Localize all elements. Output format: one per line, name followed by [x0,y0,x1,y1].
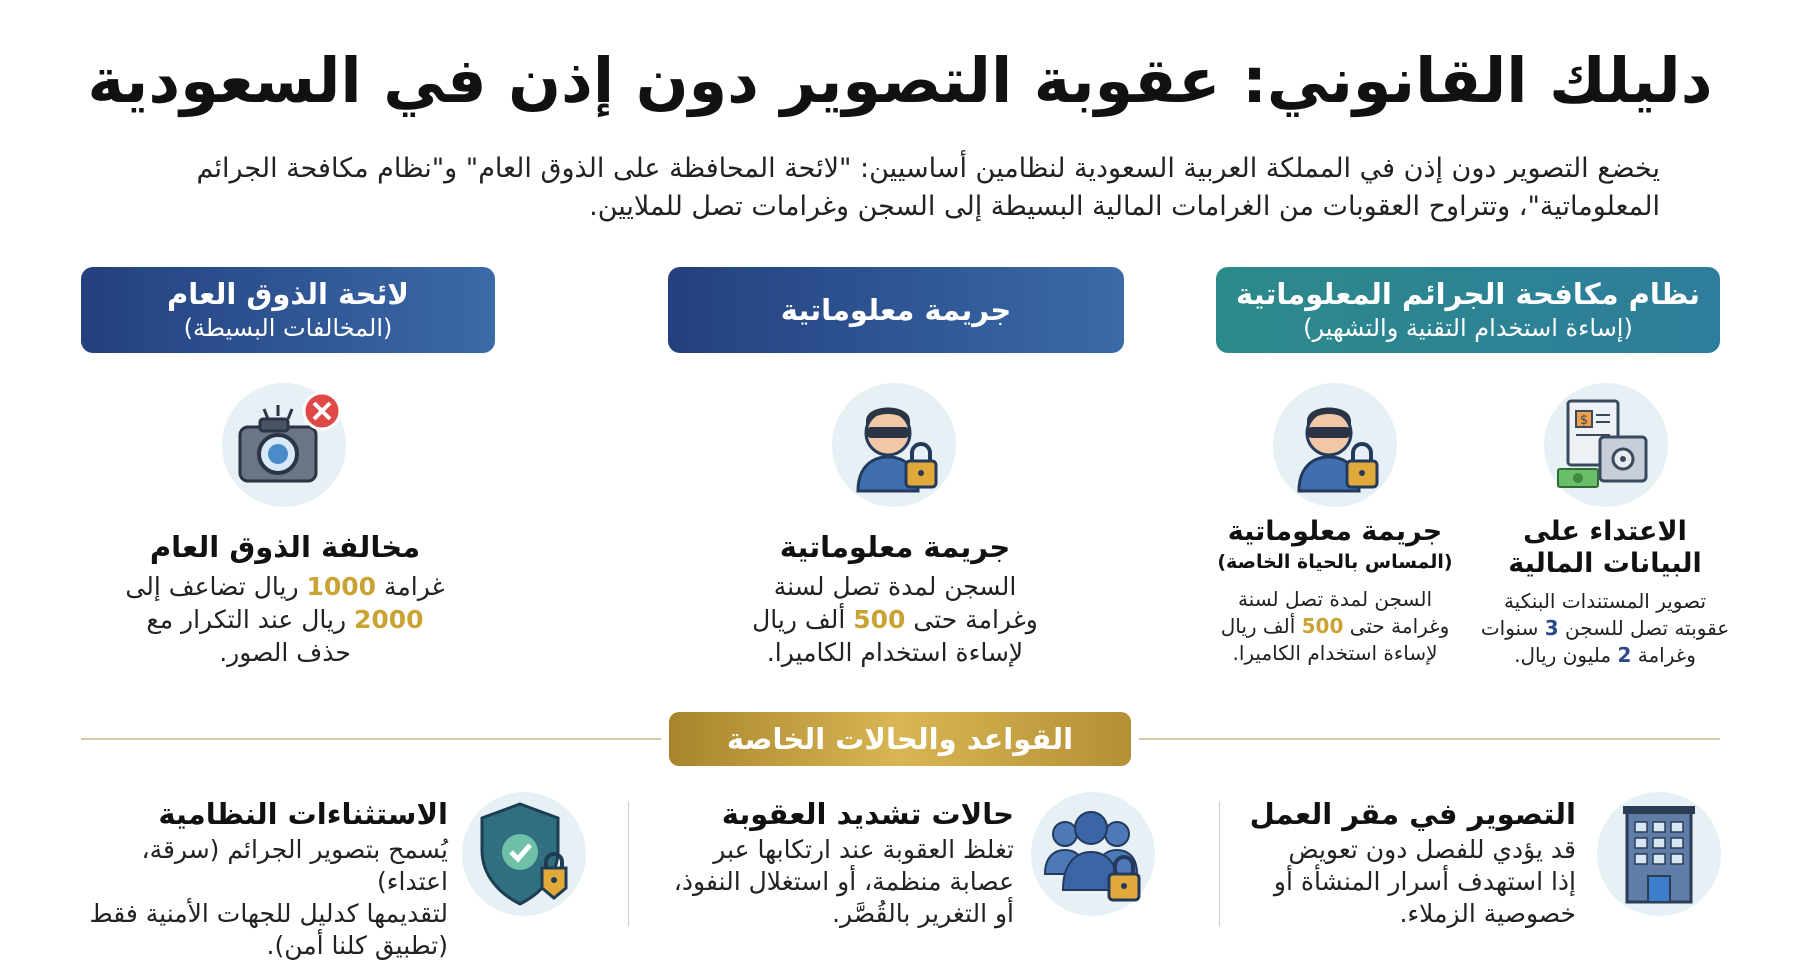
rule-exceptions-line: يُسمح بتصوير الجرائم (سرقة، اعتداء) [141,835,448,896]
rule-aggravation [644,794,1014,930]
item-privacy-line-3: لإساءة استخدام الكاميرا. [1232,641,1438,665]
category-cyber-title: نظام مكافحة الجرائم المعلوماتية [1236,277,1700,311]
intro-paragraph: يخضع التصوير دون إذن في المملكة العربية السعودية لنظامين أساسيين: "لائحة المحافظة على الذوق العام" و"نظام مكافحة الجرائم المعلوماتية"، وتتراوح العقوبات من الغرامات المالية البسيطة إلى السجن وغرامات تصل للملايين. [196,153,1660,222]
item-privacy-crime [1208,516,1462,667]
office-building-icon [1597,792,1721,916]
group-lock-icon [1031,792,1155,916]
item-financial-line-2: عقوبته تصل للسجن 3 سنوات [1480,616,1730,640]
rule-workplace [1230,794,1576,930]
item-taste-line-3: حذف الصور. [219,638,351,667]
item-taste-line-2: 2000 ريال عند التكرار مع [146,605,424,634]
item-financial-data [1475,516,1735,669]
category-info-crime [668,267,1124,353]
rule-workplace-title: التصوير في مقر العمل [1249,797,1576,831]
rule-aggravation-line: أو التغرير بالقُصَّر. [832,899,1014,928]
item-info-line-3: لإساءة استخدام الكاميرا. [766,638,1024,667]
item-privacy-subtitle: (المساس بالحياة الخاصة) [1217,551,1453,573]
category-public-taste [81,267,495,353]
masked-person-lock-icon [832,383,956,507]
rule-aggravation-title: حالات تشديد العقوبة [721,797,1014,831]
rule-workplace-line: إذا استهدف أسرار المنشأة أو [1273,867,1576,896]
rule-aggravation-line: عصابة منظمة، أو استغلال النفوذ، [673,867,1014,896]
item-taste-title: مخالفة الذوق العام [149,530,421,564]
rule-exceptions-title: الاستثناءات النظامية [158,797,448,831]
shield-check-lock-icon [462,792,586,916]
section-divider-left [81,738,661,740]
rule-exceptions-line: لتقديمها كدليل للجهات الأمنية فقط [89,899,448,928]
camera-forbidden-icon [222,383,346,507]
item-privacy-line-1: السجن لمدة تصل لسنة [1237,587,1433,611]
masked-person-lock-icon [1273,383,1397,507]
rule-workplace-line: خصوصية الزملاء. [1399,899,1576,928]
item-info-line-1: السجن لمدة تصل لسنة [773,572,1017,601]
item-info-line-2: وغرامة حتى 500 ألف ريال [752,605,1038,634]
item-info-crime [720,528,1070,669]
category-cyber-crimes [1216,267,1720,353]
rules-banner: القواعد والحالات الخاصة [669,712,1131,766]
item-financial-title-2: البيانات المالية [1508,548,1702,579]
category-cyber-subtitle: (إساءة استخدام التقنية والتشهير) [1303,314,1633,342]
item-financial-title-1: الاعتداء على [1523,516,1687,547]
rules-separator-left [628,802,629,926]
item-info-title: جريمة معلوماتية [779,530,1011,564]
item-privacy-line-2: وغرامة حتى 500 ألف ريال [1220,614,1450,638]
section-divider-right [1139,738,1720,740]
rule-exceptions-line: (تطبيق كلنا أمن). [266,931,448,960]
item-financial-line-1: تصوير المستندات البنكية [1503,589,1707,613]
rule-workplace-line: قد يؤدي للفصل دون تعويض [1288,835,1576,864]
item-public-taste [110,528,460,669]
svg-text:$: $ [1579,413,1589,428]
rule-aggravation-line: تغلظ العقوبة عند ارتكابها عبر [713,835,1014,864]
category-taste-title: لائحة الذوق العام [166,277,410,311]
rule-exceptions [76,794,448,962]
item-privacy-title: جريمة معلوماتية [1227,516,1443,547]
page-title: دليلك القانوني: عقوبة التصوير دون إذن في السعودية [87,44,1713,117]
category-info-title: جريمة معلوماتية [780,293,1012,327]
financial-documents-safe-icon [1544,383,1668,507]
category-taste-subtitle: (المخالفات البسيطة) [183,314,393,342]
item-taste-line-1: غرامة 1000 ريال تضاعف إلى [125,572,445,601]
item-financial-line-3: وغرامة 2 مليون ريال. [1514,643,1696,667]
rules-separator-right [1219,802,1220,926]
